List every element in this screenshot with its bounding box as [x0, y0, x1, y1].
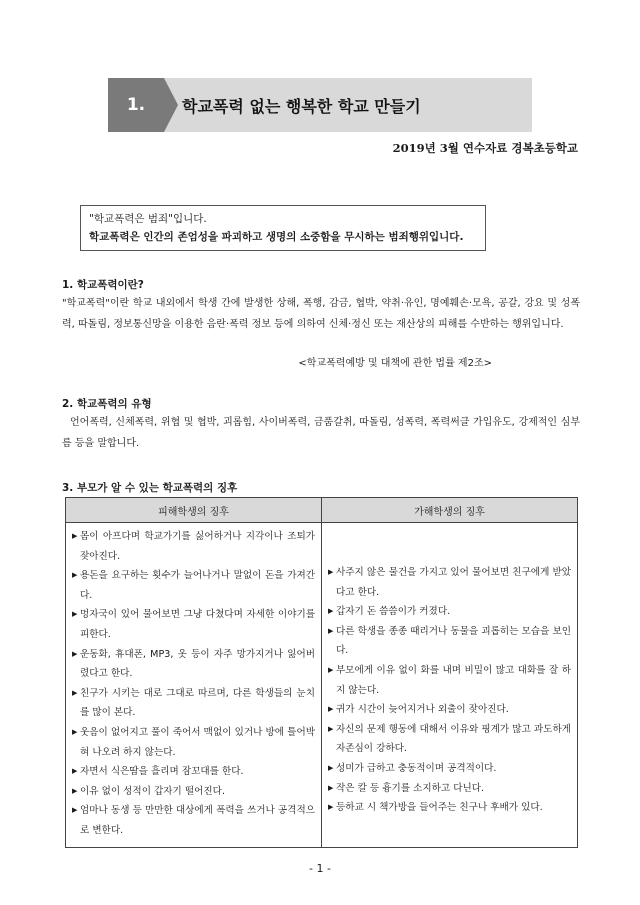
bullet-icon: ▶	[72, 786, 78, 795]
bullet-icon: ▶	[72, 610, 78, 619]
notice-box	[80, 205, 486, 251]
offender-signs-header: 가해학생의 징후	[322, 498, 578, 523]
bullet-icon: ▶	[328, 705, 334, 714]
offender-sign-item	[328, 779, 571, 799]
page-number: - 1 -	[309, 862, 331, 875]
victim-sign-item-text: 친구가 시키는 대로 그대로 따르며, 다른 학생들의 눈치를 많이 본다.	[80, 687, 315, 719]
page-title: 학교폭력 없는 행복한 학교 만들기	[182, 96, 421, 116]
signs-table	[65, 497, 578, 848]
offender-sign-item-text: 다른 학생을 종종 때리거나 동물을 괴롭히는 모습을 보인다.	[336, 625, 571, 657]
offender-sign-item	[328, 798, 571, 818]
bullet-icon: ▶	[328, 626, 334, 635]
bullet-icon: ▶	[72, 571, 78, 580]
document-meta: 2019년 3월 연수자료 경복초등학교	[392, 141, 578, 155]
offender-sign-item-text: 작은 칼 등 흉기를 소지하고 다닌다.	[336, 782, 485, 794]
bullet-icon: ▶	[72, 806, 78, 815]
title-banner	[108, 78, 532, 132]
victim-signs-cell	[66, 523, 322, 848]
victim-sign-item	[72, 723, 315, 762]
victim-sign-item	[72, 782, 315, 802]
victim-sign-item	[72, 645, 315, 684]
bullet-icon: ▶	[72, 532, 78, 540]
offender-sign-item-text: 귀가 시간이 늦어지거나 외출이 잦아진다.	[336, 704, 509, 716]
bullet-icon: ▶	[72, 688, 78, 697]
section2-body: 언어폭력, 신체폭력, 위협 및 협박, 괴롭힘, 사이버폭력, 금품갈취, 따돌림, 성폭력, 폭력써클 가입유도, 강제적인 심부름 등을 말합니다.	[62, 417, 580, 449]
offender-sign-item	[328, 622, 571, 661]
victim-sign-item-text: 용돈을 요구하는 횟수가 늘어나거나 말없이 돈을 가져간다.	[80, 570, 315, 601]
victim-sign-item-text: 웃음이 없어지고 풀이 죽어서 맥없이 있거나 방에 틀어박혀 나오려 하지 않는다.	[80, 726, 315, 758]
section1-body: "학교폭력"이란 학교 내외에서 학생 간에 발생한 상해, 폭행, 감금, 협박, 약취·유인, 명예훼손·모욕, 공갈, 강요 및 성폭력, 따돌림, 정보통신망을 이용한 음란·폭력 정보 등에 의하여 신체·정신 또는 재산상의 피해를 수반하는 행위입니다.	[62, 298, 580, 330]
section1-heading: 1. 학교폭력이란?	[62, 279, 144, 291]
notice-line-1: "학교폭력은 범죄"입니다.	[89, 213, 207, 225]
notice-line-2: 학교폭력은 인간의 존엄성을 파괴하고 생명의 소중함을 무시하는 범죄행위입니다.	[89, 231, 464, 243]
bullet-icon: ▶	[328, 665, 334, 674]
offender-sign-item-text: 부모에게 이유 없이 화를 내며 비밀이 많고 대화를 잘 하지 않는다.	[336, 664, 571, 696]
offender-sign-item	[328, 661, 571, 700]
offender-signs-cell	[322, 523, 578, 848]
offender-sign-item-text: 자신의 문제 행동에 대해서 이유와 핑계가 많고 과도하게 자존심이 강하다.	[336, 723, 571, 755]
bullet-icon: ▶	[72, 767, 78, 776]
section3-heading: 3. 부모가 알 수 있는 학교폭력의 징후	[62, 482, 238, 494]
offender-sign-item	[328, 700, 571, 720]
offender-sign-item-text: 성미가 급하고 충동적이며 공격적이다.	[336, 762, 497, 774]
victim-sign-item-text: 멍자국이 있어 물어보면 그냥 다쳤다며 자세한 이야기를 피한다.	[80, 609, 315, 640]
bullet-icon: ▶	[328, 568, 334, 576]
victim-sign-item-text: 몸이 아프다며 학교가기를 싫어하거나 지각이나 조퇴가 잦아진다.	[80, 531, 315, 562]
victim-sign-item	[72, 762, 315, 782]
bullet-icon: ▶	[328, 803, 334, 812]
victim-sign-item-text: 엄마나 동생 등 만만한 대상에게 폭력을 쓰거나 공격적으로 변한다.	[80, 805, 315, 836]
offender-sign-item-text: 사주지 않은 물건을 가지고 있어 물어보면 친구에게 받았다고 한다.	[336, 567, 571, 598]
victim-signs-list	[72, 527, 315, 841]
offender-sign-item-text: 갑자기 돈 씀씀이가 커졌다.	[336, 606, 451, 618]
victim-sign-item	[72, 684, 315, 723]
offender-sign-item	[328, 602, 571, 622]
victim-sign-item	[72, 566, 315, 605]
bullet-icon: ▶	[328, 763, 334, 772]
section2-heading: 2. 학교폭력의 유형	[62, 398, 152, 410]
victim-signs-header: 피해학생의 징후	[66, 498, 322, 523]
victim-sign-item	[72, 605, 315, 644]
bullet-icon: ▶	[72, 649, 78, 658]
victim-sign-item	[72, 527, 315, 566]
victim-sign-item	[72, 801, 315, 840]
bullet-icon: ▶	[72, 727, 78, 736]
section-number: 1.	[108, 78, 164, 132]
bullet-icon: ▶	[328, 724, 334, 733]
victim-sign-item-text: 자면서 식은땀을 흘리며 잠꼬대를 한다.	[80, 766, 244, 778]
section1-reference: <학교폭력예방 및 대책에 관한 법률 제2조>	[298, 358, 492, 369]
offender-sign-item	[328, 759, 571, 779]
victim-sign-item-text: 운동화, 휴대폰, MP3, 옷 등이 자주 망가지거나 잃어버렸다고 한다.	[80, 648, 315, 680]
victim-sign-item-text: 이유 없이 성적이 갑자기 떨어진다.	[80, 785, 225, 797]
offender-signs-list	[328, 563, 571, 818]
offender-sign-item	[328, 563, 571, 602]
offender-sign-item-text: 등하교 시 책가방을 들어주는 친구나 후배가 있다.	[336, 802, 543, 814]
offender-sign-item	[328, 720, 571, 759]
bullet-icon: ▶	[328, 783, 334, 792]
bullet-icon: ▶	[328, 607, 334, 616]
